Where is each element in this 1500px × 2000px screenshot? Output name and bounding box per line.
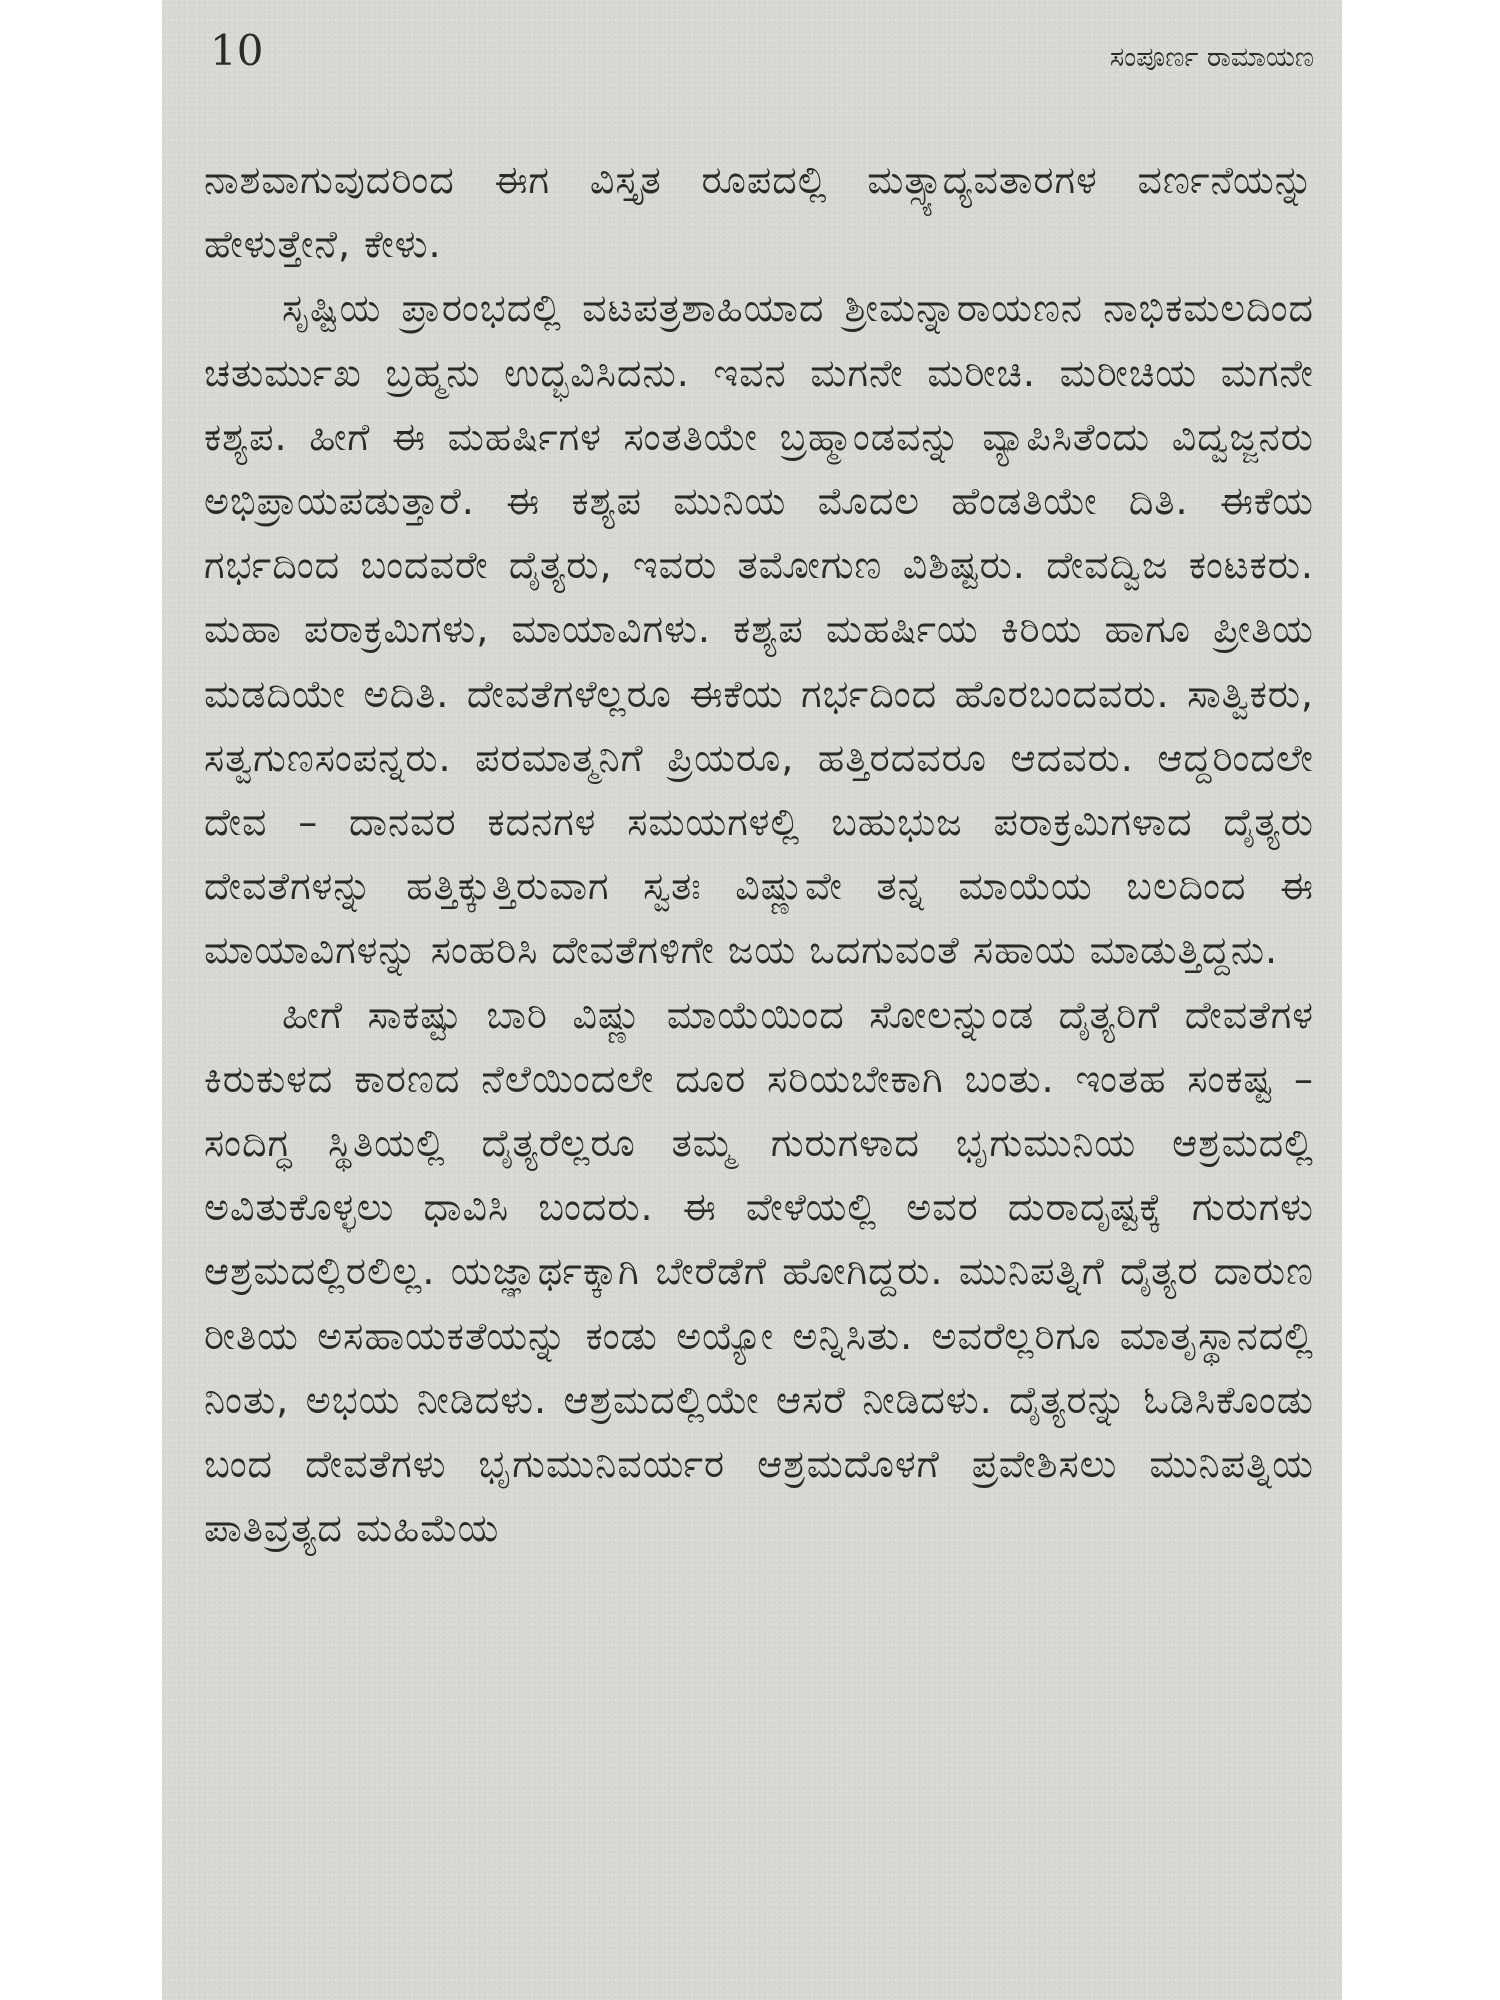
page-number: 10	[210, 26, 264, 75]
paragraph-2: ಸೃಷ್ಟಿಯ ಪ್ರಾರಂಭದಲ್ಲಿ ವಟಪತ್ರಶಾಹಿಯಾದ ಶ್ರೀಮನ್ನಾರಾಯಣನ ನಾಭಿಕಮಲದಿಂದ ಚತುರ್ಮುಖ ಬ್ರಹ್ಮನು ಉದ್ಭವಿಸಿದನು. ಇವನ ಮಗನೇ ಮರೀಚಿ. ಮರೀಚಿಯ ಮಗನೇ ಕಶ್ಯಪ. ಹೀಗೆ ಈ ಮಹರ್ಷಿಗಳ ಸಂತತಿಯೇ ಬ್ರಹ್ಮಾಂಡವನ್ನು ವ್ಯಾಪಿಸಿತೆಂದು ವಿದ್ವಜ್ಜನರು ಅಭಿಪ್ರಾಯಪಡುತ್ತಾರೆ. ಈ ಕಶ್ಯಪ ಮುನಿಯ ಮೊದಲ ಹೆಂಡತಿಯೇ ದಿತಿ. ಈಕೆಯ ಗರ್ಭದಿಂದ ಬಂದವರೇ ದೈತ್ಯರು, ಇವರು ತಮೋಗುಣ ವಿಶಿಷ್ಟರು. ದೇವದ್ವಿಜ ಕಂಟಕರು. ಮಹಾ ಪರಾಕ್ರಮಿಗಳು, ಮಾಯಾವಿಗಳು. ಕಶ್ಯಪ ಮಹರ್ಷಿಯ ಕಿರಿಯ ಹಾಗೂ ಪ್ರೀತಿಯ ಮಡದಿಯೇ ಅದಿತಿ. ದೇವತೆಗಳೆಲ್ಲರೂ ಈಕೆಯ ಗರ್ಭದಿಂದ ಹೊರಬಂದವರು. ಸಾತ್ವಿಕರು, ಸತ್ವಗುಣಸಂಪನ್ನರು. ಪರಮಾತ್ಮನಿಗೆ ಪ್ರಿಯರೂ, ಹತ್ತಿರದವರೂ ಆದವರು. ಆದ್ದರಿಂದಲೇ ದೇವ – ದಾನವರ ಕದನಗಳ ಸಮಯಗಳಲ್ಲಿ ಬಹುಭುಜ ಪರಾಕ್ರಮಿಗಳಾದ ದೈತ್ಯರು ದೇವತೆಗಳನ್ನು ಹತ್ತಿಕ್ಕುತ್ತಿರುವಾಗ ಸ್ವತಃ ವಿಷ್ಣುವೇ ತನ್ನ ಮಾಯೆಯ ಬಲದಿಂದ ಈ ಮಾಯಾವಿಗಳನ್ನು ಸಂಹರಿಸಿ ದೇವತೆಗಳಿಗೇ ಜಯ ಒದಗುವಂತೆ ಸಹಾಯ ಮಾಡುತ್ತಿದ್ದನು.	[204, 286, 1314, 973]
running-title: ಸಂಪೂರ್ಣ ರಾಮಾಯಣ	[1109, 42, 1314, 73]
paragraph-3: ಹೀಗೆ ಸಾಕಷ್ಟು ಬಾರಿ ವಿಷ್ಣು ಮಾಯೆಯಿಂದ ಸೋಲನ್ನುಂಡ ದೈತ್ಯರಿಗೆ ದೇವತೆಗಳ ಕಿರುಕುಳದ ಕಾರಣದ ನೆಲೆಯಿಂದಲೇ ದೂರ ಸರಿಯಬೇಕಾಗಿ ಬಂತು. ಇಂತಹ ಸಂಕಷ್ಟ – ಸಂದಿಗ್ಧ ಸ್ಥಿತಿಯಲ್ಲಿ ದೈತ್ಯರೆಲ್ಲರೂ ತಮ್ಮ ಗುರುಗಳಾದ ಭೃಗುಮುನಿಯ ಆಶ್ರಮದಲ್ಲಿ ಅವಿತುಕೊಳ್ಳಲು ಧಾವಿಸಿ ಬಂದರು. ಈ ವೇಳೆಯಲ್ಲಿ ಅವರ ದುರಾದೃಷ್ಟಕ್ಕೆ ಗುರುಗಳು ಆಶ್ರಮದಲ್ಲಿರಲಿಲ್ಲ. ಯಜ್ಞಾರ್ಥಕ್ಕಾಗಿ ಬೇರೆಡೆಗೆ ಹೋಗಿದ್ದರು. ಮುನಿಪತ್ನಿಗೆ ದೈತ್ಯರ ದಾರುಣ ರೀತಿಯ ಅಸಹಾಯಕತೆಯನ್ನು ಕಂಡು ಅಯ್ಯೋ ಅನ್ನಿಸಿತು. ಅವರೆಲ್ಲರಿಗೂ ಮಾತೃಸ್ಥಾನದಲ್ಲಿ ನಿಂತು, ಅಭಯ ನೀಡಿದಳು. ಆಶ್ರಮದಲ್ಲಿಯೇ ಆಸರೆ ನೀಡಿದಳು. ದೈತ್ಯರನ್ನು ಓಡಿಸಿಕೊಂಡು ಬಂದ ದೇವತೆಗಳು ಭೃಗುಮುನಿವರ್ಯರ ಆಶ್ರಮದೊಳಗೆ ಪ್ರವೇಶಿಸಲು ಮುನಿಪತ್ನಿಯ ಪಾತಿವ್ರತ್ಯದ ಮಹಿಮೆಯ	[204, 992, 1314, 1551]
paragraph-1: ನಾಶವಾಗುವುದರಿಂದ ಈಗ ವಿಸ್ತೃತ ರೂಪದಲ್ಲಿ ಮತ್ಸ್ಯಾದ್ಯವತಾರಗಳ ವರ್ಣನೆಯನ್ನು ಹೇಳುತ್ತೇನೆ, ಕೇಳು.	[204, 158, 1314, 267]
body-text	[204, 148, 1314, 1560]
book-page	[162, 0, 1342, 2000]
